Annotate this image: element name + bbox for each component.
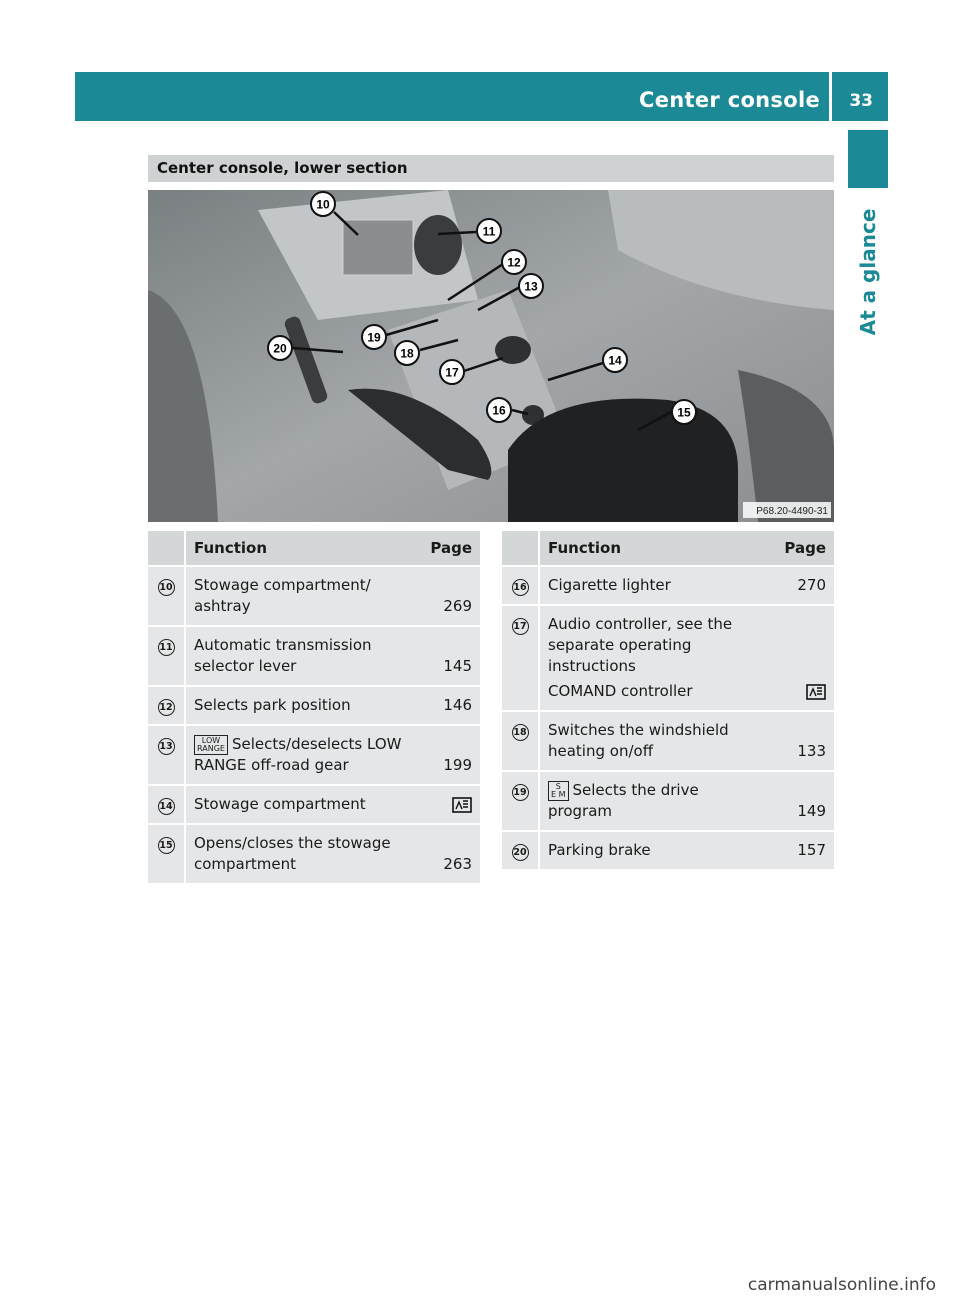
header-separator <box>829 72 832 121</box>
center-console-photo <box>148 190 834 522</box>
page-cell: 133 <box>770 711 834 771</box>
side-chapter-label: At a glance <box>856 208 880 336</box>
symbol-bottom: E M <box>551 789 566 799</box>
callout-17-label: 17 <box>445 365 459 380</box>
function-text: Selects the drive program <box>548 781 699 820</box>
callout-14 <box>603 348 627 372</box>
table-row <box>502 566 834 605</box>
callout-12 <box>502 250 526 274</box>
item-number-badge: 11 <box>158 639 175 656</box>
item-number-badge: 14 <box>158 798 175 815</box>
function-text: Audio controller, see the separate operating instructions <box>548 615 733 675</box>
sub-function-text: COMAND controller <box>548 682 693 700</box>
page-cell: 199 <box>416 725 480 785</box>
table-row <box>502 605 834 711</box>
console-illustration <box>148 190 834 522</box>
function-text: Selects/deselects LOW RANGE off-road gear <box>194 735 402 774</box>
drive-program-button-icon <box>548 781 569 801</box>
number-column-header <box>502 531 539 566</box>
page-column-header: Page <box>770 531 834 566</box>
table-row <box>148 566 480 626</box>
callout-18-label: 18 <box>400 346 414 361</box>
symbol-top: LOW <box>201 735 221 745</box>
page-cell: 149 <box>770 771 834 831</box>
function-cell: Stowage compartment/ ashtray <box>185 566 416 626</box>
item-number-badge: 15 <box>158 837 175 854</box>
function-cell <box>185 725 416 785</box>
callout-12-label: 12 <box>507 255 521 270</box>
callout-14-label: 14 <box>608 353 622 368</box>
function-column-header: Function <box>539 531 770 566</box>
callout-15-label: 15 <box>677 405 691 420</box>
item-number-badge: 17 <box>512 618 529 635</box>
table-row <box>148 626 480 686</box>
item-number-badge: 16 <box>512 579 529 596</box>
page-cell: 263 <box>416 824 480 884</box>
table-row <box>148 785 480 824</box>
book-reference-icon <box>452 797 472 813</box>
callout-11-label: 11 <box>482 224 496 239</box>
function-cell <box>539 605 770 711</box>
callout-20-label: 20 <box>273 341 287 356</box>
item-number-badge: 19 <box>512 784 529 801</box>
function-cell: Stowage compartment <box>185 785 416 824</box>
callout-19 <box>362 325 386 349</box>
callout-19-label: 19 <box>367 330 381 345</box>
section-header <box>148 155 834 182</box>
function-cell: Automatic transmission selector lever <box>185 626 416 686</box>
table-row <box>148 824 480 884</box>
function-cell: Selects park position <box>185 686 416 725</box>
callout-16-label: 16 <box>492 403 506 418</box>
table-row <box>502 771 834 831</box>
item-number-badge: 18 <box>512 724 529 741</box>
item-number-badge: 13 <box>158 738 175 755</box>
page-cell: 157 <box>770 831 834 870</box>
symbol-bottom: RANGE <box>197 743 225 753</box>
callout-13 <box>519 274 543 298</box>
page-column-header: Page <box>416 531 480 566</box>
function-cell: Opens/closes the stowage compartment <box>185 824 416 884</box>
footer-watermark: carmanualsonline.info <box>747 1275 936 1295</box>
page-cell: 269 <box>416 566 480 626</box>
low-range-button-icon <box>194 735 228 755</box>
table-row <box>148 686 480 725</box>
table-header-row <box>502 531 834 566</box>
item-number-badge: 10 <box>158 579 175 596</box>
callout-15 <box>672 400 696 424</box>
table-row <box>502 831 834 870</box>
symbol-top: S <box>555 781 561 791</box>
page-cell: 270 <box>770 566 834 605</box>
table-row <box>148 725 480 785</box>
number-column-header <box>148 531 185 566</box>
section-title: Center console, lower section <box>157 159 408 177</box>
page-number: 33 <box>849 91 873 111</box>
callout-11 <box>477 219 501 243</box>
table-row <box>502 711 834 771</box>
function-cell: Switches the windshield heating on/off <box>539 711 770 771</box>
callout-13-label: 13 <box>524 279 538 294</box>
left-function-table <box>148 531 480 885</box>
photo-code: P68.20-4490-31 <box>756 506 828 517</box>
item-number-badge: 12 <box>158 699 175 716</box>
callout-10-label: 10 <box>316 197 330 212</box>
callout-10 <box>311 192 335 216</box>
function-cell: Cigarette lighter <box>539 566 770 605</box>
callout-17 <box>440 360 464 384</box>
page-header <box>75 72 888 121</box>
side-tab <box>848 130 888 188</box>
callout-20 <box>268 336 292 360</box>
page-cell: 146 <box>416 686 480 725</box>
function-cell <box>539 771 770 831</box>
book-reference-icon <box>806 684 826 700</box>
callout-18 <box>395 341 419 365</box>
page-cell: 145 <box>416 626 480 686</box>
function-cell: Parking brake <box>539 831 770 870</box>
right-function-table <box>502 531 834 871</box>
item-number-badge: 20 <box>512 844 529 861</box>
header-title: Center console <box>639 88 820 112</box>
function-column-header: Function <box>185 531 416 566</box>
callout-16 <box>487 398 511 422</box>
table-header-row <box>148 531 480 566</box>
